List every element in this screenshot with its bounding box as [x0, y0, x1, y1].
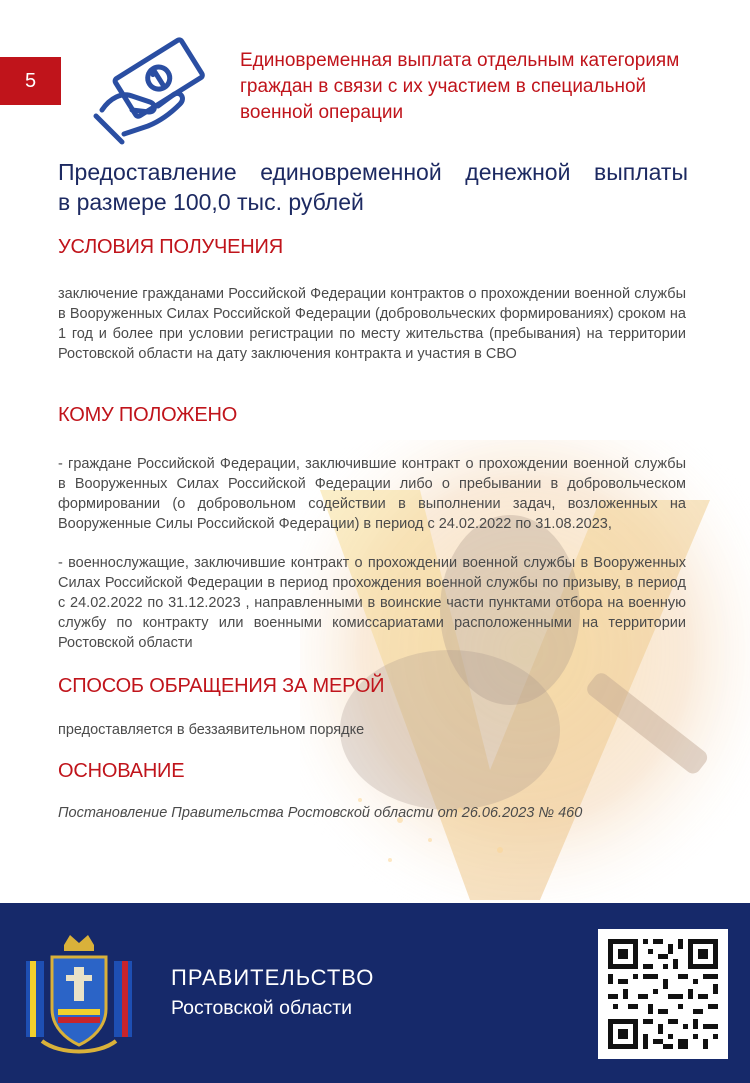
footer — [0, 903, 750, 1083]
government-title: ПРАВИТЕЛЬСТВО — [171, 965, 375, 990]
conditions-heading: УСЛОВИЯ ПОЛУЧЕНИЯ — [58, 236, 283, 258]
government-subtitle: Ростовской области — [171, 997, 353, 1019]
conditions-text: заключение гражданами Российской Федерации контрактов о прохождении военной службы в Вооруженных Силах Российской Федерации (добровольческих формированиях) сроком на 1 год и более при условии регистрации по месту жительства (пребывания) на территории Ростовской области на дату заключения контракта и участия в СВО — [58, 286, 686, 362]
page-number: 5 — [24, 69, 37, 92]
hand-money-icon — [88, 34, 208, 146]
lead-statement — [58, 157, 688, 217]
header-title: Единовременная выплата отдельным категориям граждан в связи с их участием в специальной военной операции — [240, 50, 680, 123]
eligible-heading: КОМУ ПОЛОЖЕНО — [58, 404, 238, 426]
coat-of-arms — [20, 931, 138, 1059]
method-text: предоставляется в беззаявительном порядке — [58, 722, 365, 738]
qr-code[interactable] — [598, 929, 728, 1059]
method-heading: СПОСОБ ОБРАЩЕНИЯ ЗА МЕРОЙ — [58, 675, 385, 697]
eligible-item-2: - военнослужащие, заключившие контракт о прохождении военной службы в Вооруженных Силах Российской Федерации в период прохождения военной службы по призыву, в период с 24.02.2022 по 31.12.2023 , направленными в воинские части пунктами отбора на военную службу по контракту или военными комиссариатами расположенными на территории Ростовской области — [58, 555, 686, 651]
eligible-item-1: - граждане Российской Федерации, заключившие контракт о прохождении военной службы в Вооруженных Силах Российской Федерации либо о пребывании в добровольческом формировании (о добровольном содействии в выполнении задач, возложенных на Вооруженные Силы Российской Федерации) в период с 24.02.2022 по 31.08.2023, — [58, 456, 686, 532]
lead-line-2: в размере 100,0 тыс. рублей — [58, 189, 364, 215]
lead-line-1: Предоставление единовременной денежной выплаты — [58, 159, 688, 185]
basis-text: Постановление Правительства Ростовской области от 26.06.2023 № 460 — [58, 805, 583, 821]
basis-heading: ОСНОВАНИЕ — [58, 760, 185, 782]
page-number-badge — [0, 57, 61, 105]
